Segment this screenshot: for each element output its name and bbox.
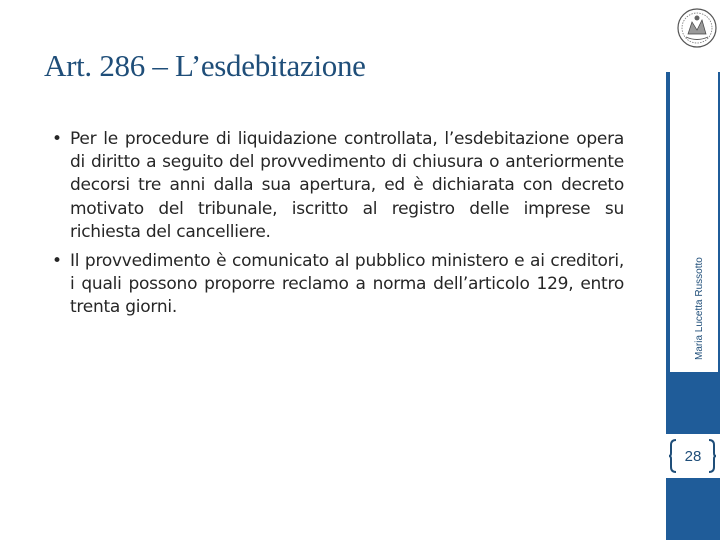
bullet-marker: • [52, 129, 62, 149]
slide-body [52, 128, 624, 326]
bullet-item [52, 250, 624, 320]
right-bracket-icon [707, 439, 717, 473]
bullet-marker: • [52, 251, 62, 272]
page-number: 28 [684, 448, 702, 465]
bullet-text: Il provvedimento è comunicato al pubblico ministero e ai creditori, i quali possono proporre reclamo a norma dell’articolo 129, entro trenta giorni. [70, 251, 624, 318]
bullet-text: Per le procedure di liquidazione controllata, l’esdebitazione opera di diritto a seguito del provvedimento di chiusura o anteriormente decorsi tre anni dalla sua apertura, ed è dichiarata con decreto motivato del tribunale, iscritto al registro delle imprese su richiesta del cancelliere. [70, 129, 624, 242]
bullet-item [52, 128, 624, 244]
left-bracket-icon [668, 439, 678, 473]
university-seal-icon [676, 4, 718, 52]
slide-title: Art. 286 – L’esdebitazione [44, 48, 366, 83]
author-label: Maria Lucetta Russotto [694, 257, 705, 360]
